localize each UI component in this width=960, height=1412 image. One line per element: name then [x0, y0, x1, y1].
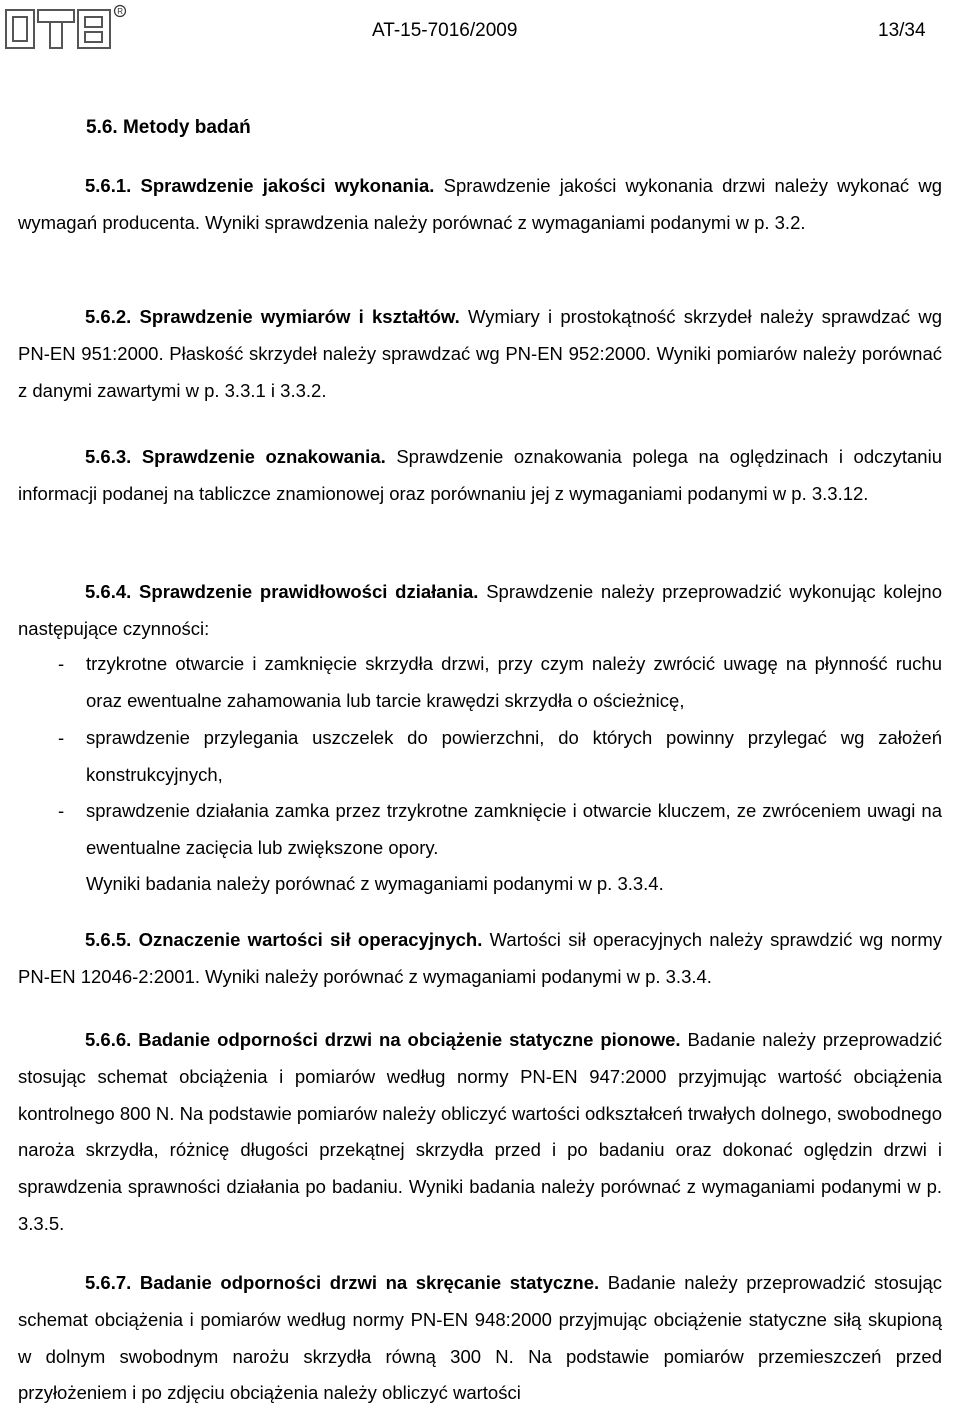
paragraph-5-6-4 [18, 574, 942, 648]
paragraph-tail: Wyniki badania należy porównać z wymaganiami podanymi w p. 3.3.4. [86, 873, 664, 894]
paragraph-heading: 5.6.2. Sprawdzenie wymiarów i kształtów. [85, 306, 460, 327]
paragraph-5-6-6 [18, 1022, 942, 1243]
paragraph-body: Badanie należy przeprowadzić stosując schemat obciążenia i pomiarów według normy PN-EN 947:2000 przyjmując wartość obciążenia kontrolnego 800 N. Na podstawie pomiarów należy obliczyć wartości odkształceń trwałych dolnego, swobodnego naroża skrzydła, różnicę długości przekątnej skrzydła przed i po badaniu oraz dokonać oględzin drzwi i sprawdzenia sprawności działania po badaniu. Wyniki badania należy porównać z wymaganiami podanymi w p. 3.3.5. [18, 1029, 942, 1234]
document-id: AT-15-7016/2009 [372, 20, 518, 41]
institute-logo [4, 4, 126, 50]
paragraph-5-6-7 [18, 1265, 942, 1412]
list-item-text: sprawdzenie przylegania uszczelek do powierzchni, do których powinny przylegać wg założeń konstrukcyjnych, [86, 727, 942, 785]
list-dash: - [58, 653, 65, 674]
list-dash: - [58, 800, 65, 821]
paragraph-heading: 5.6.4. Sprawdzenie prawidłowości działania. [85, 581, 479, 602]
list-item [18, 720, 942, 794]
paragraph-heading: 5.6.5. Oznaczenie wartości sił operacyjnych. [85, 929, 483, 950]
paragraph-5-6-5 [18, 922, 942, 996]
section-title: 5.6. Metody badań [86, 117, 251, 138]
paragraph-body: Sprawdzenie jakości wykonania drzwi należy wykonać wg wymagań producenta. Wyniki sprawdzenia należy porównać z wymaganiami podanymi w p. 3.2. [18, 175, 942, 233]
page-number: 13/34 [878, 20, 926, 41]
svg-text:R: R [117, 7, 123, 16]
paragraph-body: Wymiary i prostokątność skrzydeł należy sprawdzać wg PN-EN 951:2000. Płaskość skrzydeł należy sprawdzać wg PN-EN 952:2000. Wyniki pomiarów należy porównać z danymi zawartymi w p. 3.3.1 i 3.3.2. [18, 306, 942, 401]
paragraph-heading: 5.6.7. Badanie odporności drzwi na skręcanie statyczne. [85, 1272, 600, 1293]
list-item [18, 793, 942, 867]
paragraph-heading: 5.6.1. Sprawdzenie jakości wykonania. [85, 175, 435, 196]
paragraph-body: Badanie należy przeprowadzić stosując schemat obciążenia i pomiarów według normy PN-EN 948:2000 przyjmując obciążenie statyczne siłą skupioną w dolnym swobodnym narożu skrzydła równą 300 N. Na podstawie pomiarów przemieszczeń przed przyłożeniem i po zdjęciu obciążenia należy obliczyć wartości [18, 1272, 942, 1404]
paragraph-heading: 5.6.6. Badanie odporności drzwi na obciążenie statyczne pionowe. [85, 1029, 681, 1050]
list-item [18, 646, 942, 720]
paragraph-body: Sprawdzenie oznakowania polega na oględzinach i odczytaniu informacji podanej na tabliczce znamionowej oraz porównaniu jej z wymaganiami podanymi w p. 3.3.12. [18, 446, 942, 504]
list-dash: - [58, 727, 65, 748]
paragraph-body: Sprawdzenie należy przeprowadzić wykonując kolejno następujące czynności: [18, 581, 942, 639]
paragraph-heading: 5.6.3. Sprawdzenie oznakowania. [85, 446, 386, 467]
paragraph-5-6-3 [18, 439, 942, 513]
paragraph-5-6-2 [18, 299, 942, 409]
list-item-text: trzykrotne otwarcie i zamknięcie skrzydła drzwi, przy czym należy zwrócić uwagę na płynność ruchu oraz ewentualne zahamowania lub tarcie krawędzi skrzydła o ościeżnicę, [86, 653, 942, 711]
paragraph-body: Wartości sił operacyjnych należy sprawdzić wg normy PN-EN 12046-2:2001. Wyniki należy porównać z wymaganiami podanymi w p. 3.3.4. [18, 929, 942, 987]
list-item-text: sprawdzenie działania zamka przez trzykrotne zamknięcie i otwarcie kluczem, ze zwróceniem uwagi na ewentualne zacięcia lub zwiększone opory. [86, 800, 942, 858]
paragraph-5-6-1 [18, 168, 942, 242]
